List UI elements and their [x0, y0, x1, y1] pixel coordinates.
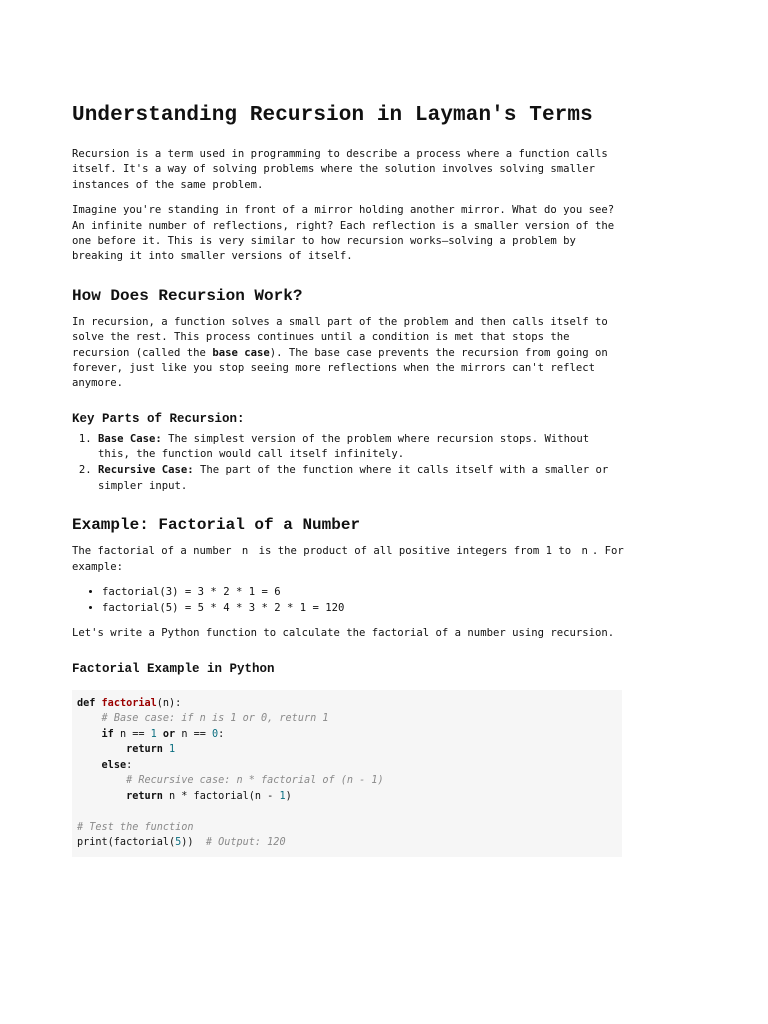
list-item [98, 463, 624, 494]
example-text-c: . For example: [72, 545, 624, 573]
inline-code: factorial(3) [102, 586, 179, 599]
code-text: )) [181, 837, 194, 849]
code-keyword: def [77, 697, 96, 709]
inline-code-n: n [241, 545, 249, 558]
code-number: 1 [150, 728, 157, 740]
code-keyword: or [162, 728, 176, 740]
list-item-term: Recursive Case: [98, 464, 194, 477]
list-item [98, 432, 624, 463]
code-number: 1 [169, 744, 176, 756]
code-text: (n): [156, 697, 182, 709]
code-text: ) [285, 790, 292, 802]
section-heading-how: How Does Recursion Work? [72, 286, 303, 305]
code-text: print(factorial( [77, 837, 176, 849]
inline-code: factorial(5) [102, 601, 179, 614]
code-comment: # Test the function [77, 821, 194, 833]
code-comment: # Base case: if n is 1 or 0, return 1 [101, 713, 329, 725]
example-after-paragraph: Let's write a Python function to calculate the factorial of a number using recursion. [72, 627, 615, 640]
code-text: n == [113, 728, 151, 740]
page-title: Understanding Recursion in Layman's Terms [72, 104, 593, 127]
code-comment: # Output: 120 [205, 837, 286, 849]
inline-code-n: n [581, 545, 588, 558]
section-heading-python: Factorial Example in Python [72, 661, 275, 676]
intro-paragraph-1: Recursion is a term used in programming to describe a process where a function calls itself. It's a way of solving problems where the solution involves solving smaller instances of the same problem. [72, 148, 608, 191]
article [72, 104, 624, 857]
code-function-name: factorial [101, 697, 157, 709]
list-item-text: The part of the function where it calls itself with a smaller or simpler input. [98, 464, 609, 492]
section-heading-example: Example: Factorial of a Number [72, 516, 361, 535]
list-item-text: = 3 * 2 * 1 = 6 [178, 586, 281, 599]
list-item-text: = 5 * 4 * 3 * 2 * 1 = 120 [178, 601, 345, 614]
code-keyword: if [101, 728, 114, 740]
key-parts-list [72, 432, 624, 494]
code-text: : [126, 759, 133, 771]
list-item-term: Base Case: [98, 432, 162, 445]
code-text: : [218, 728, 225, 740]
code-number: 0 [212, 728, 219, 740]
section-heading-key-parts: Key Parts of Recursion: [72, 411, 245, 426]
code-block [72, 690, 622, 857]
how-text-before: In recursion, a function solves a small part of the problem and then calls itself to solve the rest. This process continues until a condition is met that stops the recursion (called the [72, 315, 608, 359]
code-keyword: return [126, 744, 163, 756]
code-number: 1 [279, 790, 286, 802]
how-text-bold: base case [212, 346, 270, 359]
code-keyword: return [126, 790, 163, 802]
how-paragraph [72, 315, 624, 392]
how-text-after: ). The base case prevents the recursion from going on forever, just like you stop seeing more reflections when the mirrors can't reflect anymore. [72, 346, 608, 390]
example-paragraph [72, 544, 624, 575]
factorial-examples-list [72, 585, 624, 616]
list-item [102, 601, 624, 617]
intro-paragraph-2: Imagine you're standing in front of a mirror holding another mirror. What do you see? An infinite number of reflections, right? Each reflection is a smaller version of the one before it. This is very similar to how recursion works—solving a problem by breaking it into smaller versions of itself. [72, 204, 615, 263]
list-item-text: The simplest version of the problem where recursion stops. Without this, the function would call itself infinitely. [98, 432, 590, 461]
code-number: 5 [175, 837, 182, 849]
code-text: n == [175, 728, 213, 740]
example-text-b: is the product of all positive integers from 1 to [252, 545, 578, 558]
code-keyword: else [101, 759, 127, 771]
example-text-a: The factorial of a number [72, 545, 238, 558]
code-comment: # Recursive case: n * factorial of (n - 1) [126, 775, 384, 787]
code-text: n * factorial(n - [162, 790, 280, 802]
list-item [102, 585, 624, 601]
